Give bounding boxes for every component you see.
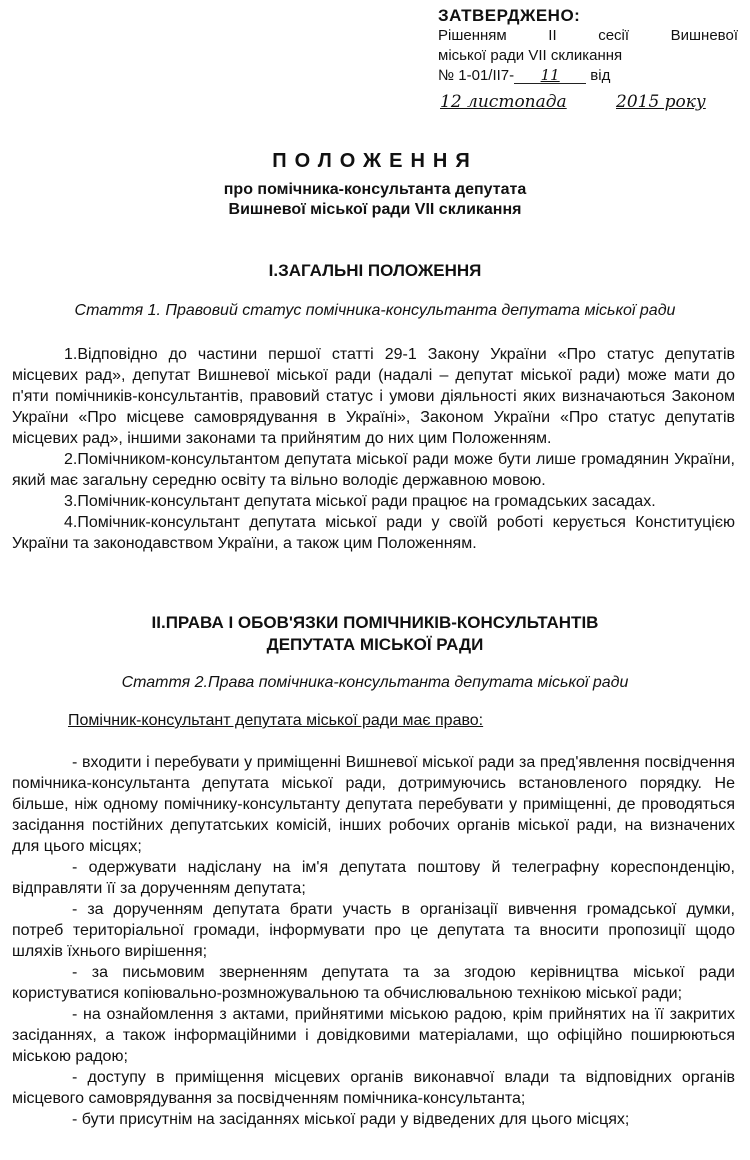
approval-heading: ЗАТВЕРДЖЕНО: [438,6,581,25]
article-1-heading: Стаття 1. Правовий статус помічника-консультанта депутата міської ради [74,302,676,319]
rights-list [12,752,735,1130]
section-1-paragraph: 4.Помічник-консультант депутата міської ради у своїй роботі керується Конституцією України та законодавством України, а також цим Положенням. [12,514,735,552]
approval-line-2: міської ради VII скликання [438,47,623,64]
rights-item: - бути присутнім на засіданнях міської ради у відведених для цього місцях; [72,1111,630,1128]
approval-line1-mid2: сесії [598,27,630,44]
handwritten-date-year: 2015 року [616,92,706,112]
approval-number-suffix: від [590,67,611,84]
handwritten-number: 11 [514,68,586,84]
article-2-heading: Стаття 2.Права помічника-консультанта депутата міської ради [121,674,629,691]
section-1-paragraph: 2.Помічником-консультантом депутата міської ради може бути лише громадянин України, який має загальну середню освіту та вільно володіє державною мовою. [12,451,735,489]
document-subtitle-line-2: Вишневої міської ради VII скликання [228,201,522,218]
rights-item: - за письмовим зверненням депутата та за згодою керівництва міської ради користуватися копіювально-розмножувальною та обчислювальною технікою міської ради; [12,964,735,1002]
document-title: ПОЛОЖЕННЯ [272,150,478,172]
section-2-title-line-1: II.ПРАВА І ОБОВ'ЯЗКИ ПОМІЧНИКІВ-КОНСУЛЬТАНТІВ [151,613,599,632]
rights-item: - за дорученням депутата брати участь в організації вивчення громадської думки, потреб територіальної громади, інформувати про це депутата та вносити пропозиції щодо шляхів їхнього вирішення; [12,901,735,960]
rights-lead: Помічник-консультант депутата міської ради має право: [68,712,484,729]
approval-date-line [438,88,738,114]
approval-block [438,6,738,114]
section-1-paragraph: 3.Помічник-консультант депутата міської ради працює на громадських засадах. [64,493,656,510]
rights-item: - на ознайомлення з актами, прийнятими міською радою, крім прийнятих на її закритих засіданнях, а також інформаційними і довідковими матеріалами, що офіційно поширюються міською радою; [12,1006,735,1065]
approval-line1-left: Рішенням [438,27,507,44]
section-1-paragraph: 1.Відповідно до частини першої статті 29-1 Закону України «Про статус депутатів місцевих рад», депутат Вишневої міської ради (надалі – депутат міської ради) може мати до п'яти помічників-консультантів, правовий статус і умови діяльності яких визначаються Законом України «Про місцеве самоврядування в Україні», Законом України «Про статус депутатів місцевих рад», іншими законами та прийнятим до них цим Положенням. [12,346,735,447]
approval-number-line [438,66,738,86]
rights-item: - доступу в приміщення місцевих органів виконавчої влади та відповідних органів місцевого самоврядування за посвідченням помічника-консультанта; [12,1069,735,1107]
section-1-body [12,344,735,554]
approval-line1-mid: ІІ [548,27,557,44]
approval-line1-right: Вишневої [670,27,738,44]
handwritten-date-day: 12 листопада [440,92,567,112]
section-2-title-line-2: ДЕПУТАТА МІСЬКОЇ РАДИ [266,635,484,654]
section-1-title: I.ЗАГАЛЬНІ ПОЛОЖЕННЯ [268,261,482,280]
document-subtitle-line-1: про помічника-консультанта депутата [223,181,527,198]
approval-line-1 [438,26,738,46]
rights-item: - одержувати надіслану на ім'я депутата поштову й телеграфну кореспонденцію, відправляти її за дорученням депутата; [12,859,735,897]
rights-item: - входити і перебувати у приміщенні Вишневої міської ради за пред'явлення посвідчення помічника-консультанта депутата міської ради, дотримуючись встановленого порядку. Не більше, ніж одному помічнику-консультанту депутата перебувати у приміщенні, де проводяться засідання постійних депутатських комісій, інших робочих органів міської ради, на визначених для цього місцях; [12,754,735,855]
approval-number-prefix: № 1-01/II7- [438,67,515,84]
